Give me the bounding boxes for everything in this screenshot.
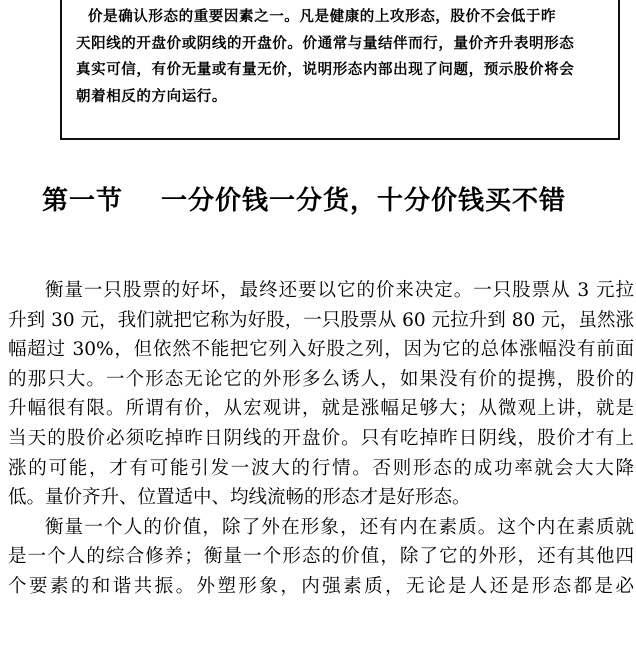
summary-line: 朝着相反的方向运行。: [76, 88, 227, 105]
summary-text: [76, 4, 606, 110]
paragraph-line: 幅超过 30%，但依然不能把它列入好股之列，因为它的总体涨幅没有前面: [8, 339, 634, 361]
paragraph-line: 升到 30 元，我们就把它称为好股，一只股票从 60 元拉升到 80 元，虽然涨: [8, 309, 634, 331]
body-text: [8, 276, 634, 602]
paragraph-line: 个要素的和谐共振。外塑形象，内强素质，无论是人还是形态都是必: [8, 575, 634, 597]
paragraph-line: 当天的股价必须吃掉昨日阴线的开盘价。只有吃掉昨日阴线，股价才有上: [8, 427, 634, 449]
summary-line: 价是确认形态的重要因素之一。凡是健康的上攻形态，股价不会低于昨: [88, 9, 557, 25]
section-heading: [42, 183, 566, 219]
paragraph-line: 是一个人的综合修养；衡量一个形态的价值，除了它的外形，还有其他四: [8, 546, 634, 568]
section-number: 第一节: [42, 186, 124, 216]
paragraph-line: 的那只大。一个形态无论它的外形多么诱人，如果没有价的提携，股价的: [8, 368, 634, 390]
summary-line: 真实可信，有价无量或有量无价，说明形态内部出现了问题，预示股价将会: [76, 62, 575, 78]
paragraph-line: 衡量一个人的价值，除了外在形象，还有内在素质。这个内在素质就: [45, 516, 634, 538]
summary-line: 天阳线的开盘价或阴线的开盘价。价通常与量结伴而行，量价齐升表明形态: [76, 35, 575, 52]
paragraph-line: 低。量价齐升、位置适中、均线流畅的形态才是好形态。: [8, 487, 471, 509]
summary-box: [60, 0, 620, 140]
paragraph-line: 衡量一只股票的好坏，最终还要以它的价来决定。一只股票从 3 元拉: [45, 280, 634, 301]
paragraph-line: 升幅很有限。所谓有价，从宏观讲，就是涨幅足够大；从微观上讲，就是: [8, 398, 634, 420]
paragraph-line: 涨的可能，才有可能引发一波大的行情。否则形态的成功率就会大大降: [8, 457, 634, 479]
section-title: 一分价钱一分货，十分价钱买不错: [161, 186, 567, 216]
